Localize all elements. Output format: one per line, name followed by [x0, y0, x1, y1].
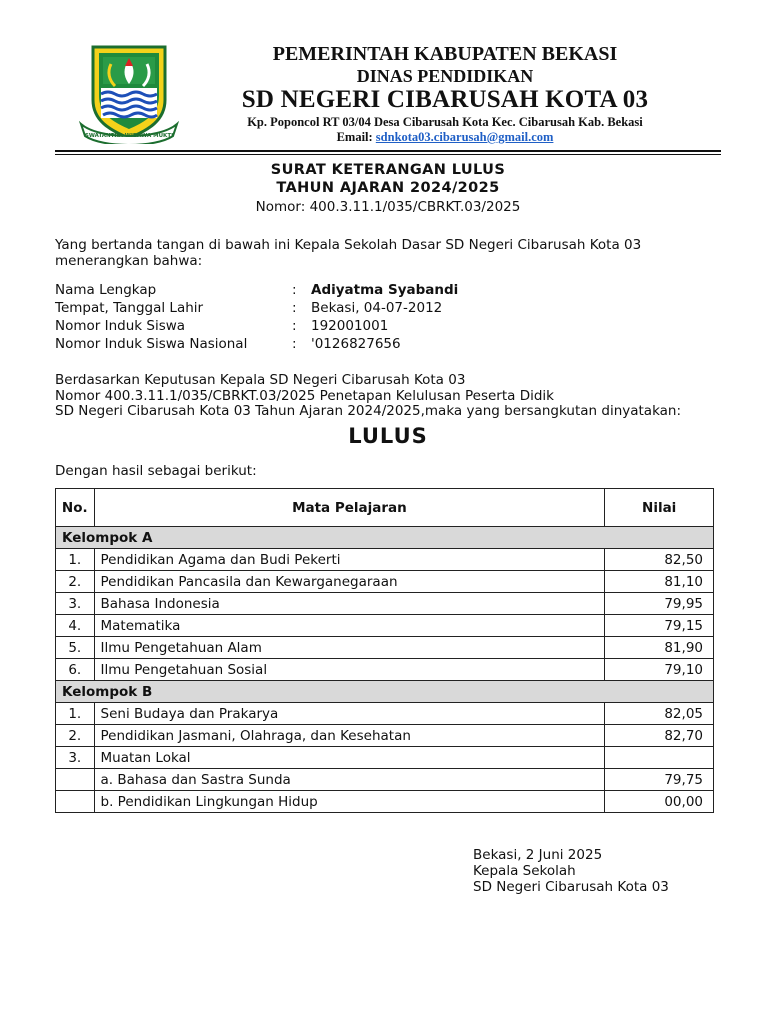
header-no: No. [56, 489, 95, 527]
document-academic-year: TAHUN AJARAN 2024/2025 [276, 180, 500, 196]
header-rule-thin [55, 154, 721, 155]
result-status: LULUS [348, 424, 428, 448]
signature-place-date: Bekasi, 2 Juni 2025 [473, 847, 603, 863]
signature-block [473, 847, 669, 895]
row-no: 6. [56, 659, 95, 681]
student-name: Adiyatma Syabandi [311, 282, 459, 298]
identity-label: Nomor Induk Siswa [55, 318, 186, 334]
table-row [56, 637, 714, 659]
signature-school: SD Negeri Cibarusah Kota 03 [473, 879, 669, 895]
row-subject: Pendidikan Pancasila dan Kewarganegaraan [94, 571, 605, 593]
header-department: DINAS PENDIDIKAN [356, 66, 534, 86]
table-row [56, 549, 714, 571]
group-a-title: Kelompok A [56, 527, 714, 549]
identity-colon: : [292, 300, 297, 316]
row-no: 4. [56, 615, 95, 637]
results-intro: Dengan hasil sebagai berikut: [55, 463, 257, 479]
row-score: 81,10 [605, 571, 714, 593]
row-no: 1. [56, 703, 95, 725]
row-subject: Ilmu Pengetahuan Sosial [94, 659, 605, 681]
group-row [56, 527, 714, 549]
row-score: 81,90 [605, 637, 714, 659]
table-header-row [56, 489, 714, 527]
header-score: Nilai [605, 489, 714, 527]
row-subject: Pendidikan Agama dan Budi Pekerti [94, 549, 605, 571]
row-subject: Muatan Lokal [94, 747, 605, 769]
row-no: 3. [56, 747, 95, 769]
identity-colon: : [292, 336, 297, 352]
decision-line-3: SD Negeri Cibarusah Kota 03 Tahun Ajaran 2024/2025,maka yang bersangkutan dinyatakan: [55, 403, 682, 419]
identity-row [55, 282, 655, 300]
identity-colon: : [292, 282, 297, 298]
table-row [56, 703, 714, 725]
student-identity [55, 282, 655, 354]
intro-line-1: Yang bertanda tangan di bawah ini Kepala Sekolah Dasar SD Negeri Cibarusah Kota 03 [55, 237, 642, 253]
table-row [56, 593, 714, 615]
row-no: 2. [56, 571, 95, 593]
row-no [56, 769, 95, 791]
grades-table [55, 488, 714, 813]
row-score: 82,50 [605, 549, 714, 571]
row-score [605, 747, 714, 769]
svg-text:SWATANTRA WIBAWA MUKTI: SWATANTRA WIBAWA MUKTI [84, 133, 174, 139]
row-score: 82,05 [605, 703, 714, 725]
row-score: 79,10 [605, 659, 714, 681]
decision-line-2: Nomor 400.3.11.1/035/CBRKT.03/2025 Penetapan Kelulusan Peserta Didik [55, 388, 554, 404]
header-government: PEMERINTAH KABUPATEN BEKASI [272, 43, 618, 65]
row-score: 79,75 [605, 769, 714, 791]
signature-position: Kepala Sekolah [473, 863, 576, 879]
table-row [56, 791, 714, 813]
email-link[interactable]: sdnkota03.cibarusah@gmail.com [375, 130, 554, 144]
kabupaten-bekasi-logo [79, 44, 179, 144]
row-no: 1. [56, 549, 95, 571]
row-score: 79,95 [605, 593, 714, 615]
identity-row [55, 318, 655, 336]
row-score: 79,15 [605, 615, 714, 637]
row-no: 2. [56, 725, 95, 747]
header-email-line [180, 130, 710, 145]
document-number: Nomor: 400.3.11.1/035/CBRKT.03/2025 [255, 199, 521, 215]
identity-colon: : [292, 318, 297, 334]
table-row [56, 747, 714, 769]
row-subject: Seni Budaya dan Prakarya [94, 703, 605, 725]
identity-label: Nama Lengkap [55, 282, 157, 298]
row-subject: Pendidikan Jasmani, Olahraga, dan Kesehatan [94, 725, 605, 747]
identity-row [55, 300, 655, 318]
student-birth: Bekasi, 04-07-2012 [311, 300, 443, 316]
identity-label: Tempat, Tanggal Lahir [55, 300, 204, 316]
identity-label: Nomor Induk Siswa Nasional [55, 336, 248, 352]
row-score: 00,00 [605, 791, 714, 813]
identity-row [55, 336, 655, 354]
intro-line-2: menerangkan bahwa: [55, 253, 203, 269]
table-row [56, 615, 714, 637]
row-subject: Bahasa Indonesia [94, 593, 605, 615]
group-row [56, 681, 714, 703]
table-row [56, 769, 714, 791]
row-subject: Ilmu Pengetahuan Alam [94, 637, 605, 659]
row-subject: b. Pendidikan Lingkungan Hidup [94, 791, 605, 813]
table-row [56, 725, 714, 747]
table-row [56, 571, 714, 593]
student-nis: 192001001 [311, 318, 389, 334]
group-b-title: Kelompok B [56, 681, 714, 703]
header-rule-thick [55, 150, 721, 152]
row-no: 5. [56, 637, 95, 659]
document-title: SURAT KETERANGAN LULUS [270, 162, 506, 178]
email-label: Email: [336, 130, 373, 144]
decision-line-1: Berdasarkan Keputusan Kepala SD Negeri Cibarusah Kota 03 [55, 372, 466, 388]
row-subject: Matematika [94, 615, 605, 637]
header-school-name: SD NEGERI CIBARUSAH KOTA 03 [241, 86, 649, 113]
table-row [56, 659, 714, 681]
row-score: 82,70 [605, 725, 714, 747]
student-nisn: '0126827656 [311, 336, 401, 352]
row-subject: a. Bahasa dan Sastra Sunda [94, 769, 605, 791]
header-subject: Mata Pelajaran [94, 489, 605, 527]
header-address: Kp. Poponcol RT 03/04 Desa Cibarusah Kota Kec. Cibarusah Kab. Bekasi [247, 115, 643, 129]
row-no: 3. [56, 593, 95, 615]
row-no [56, 791, 95, 813]
